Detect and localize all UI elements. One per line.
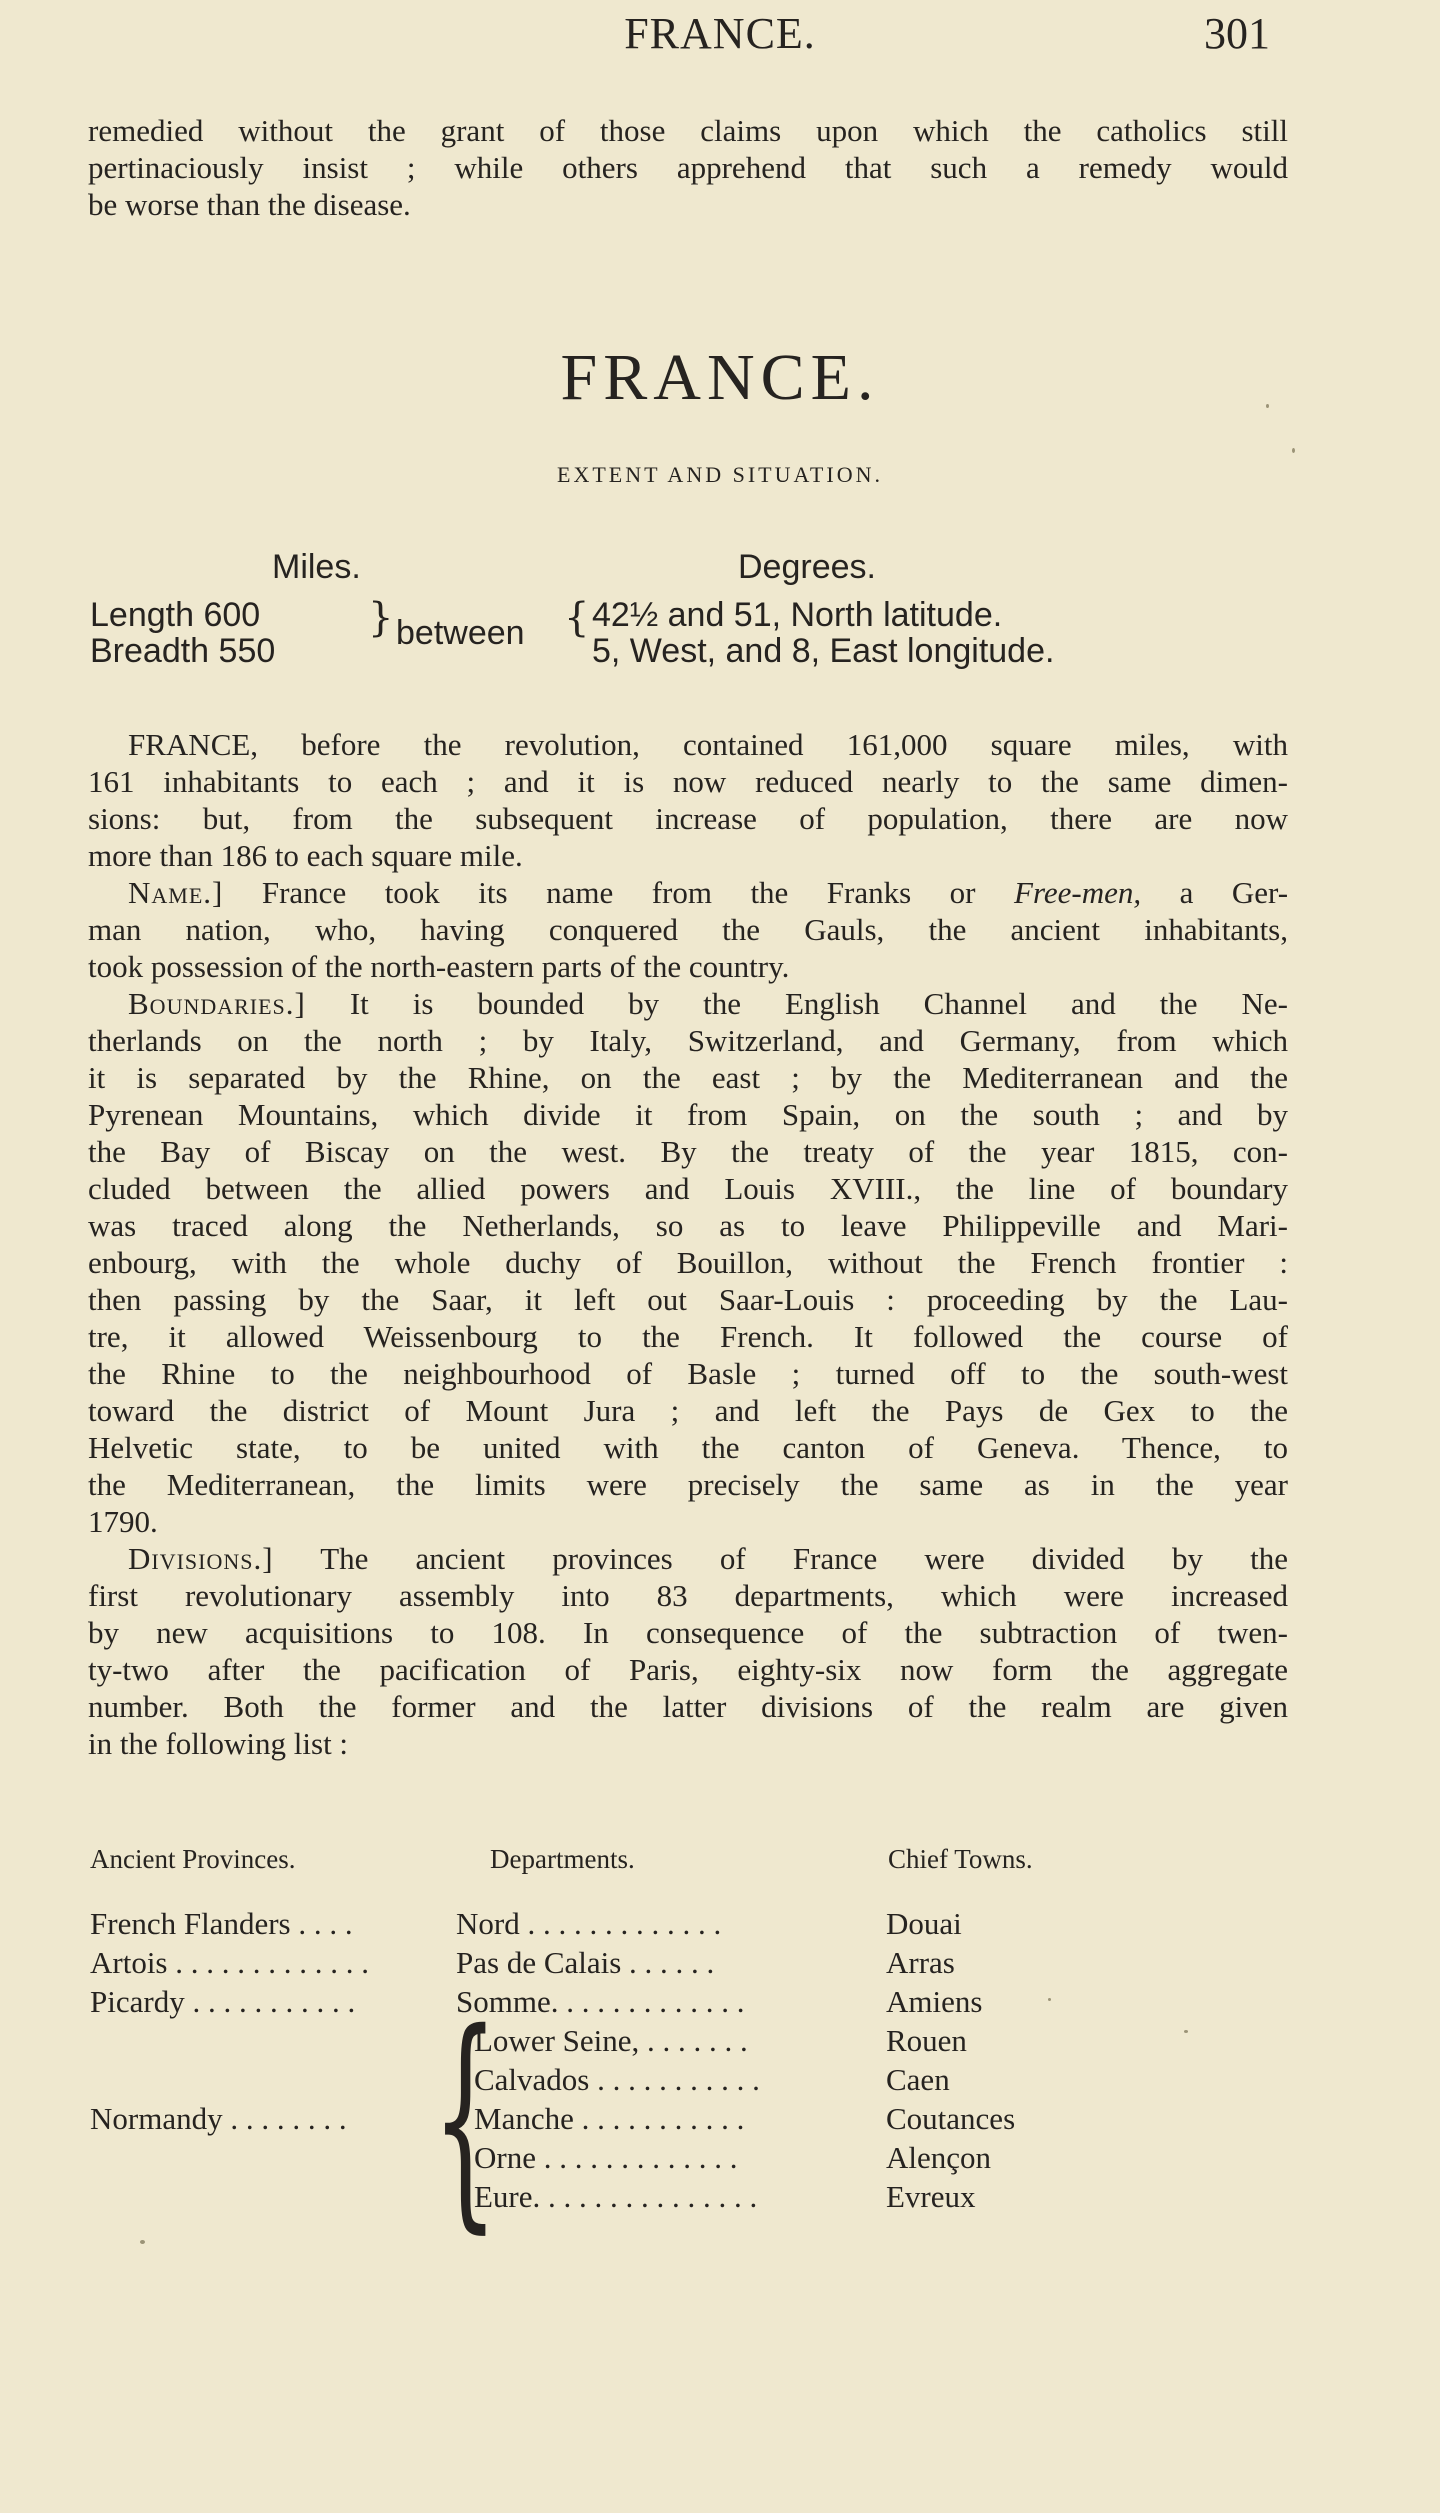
section-subtitle: EXTENT AND SITUATION.: [557, 462, 883, 487]
department-cell: Nord . . . . . . . . . . . . .: [456, 1906, 722, 1941]
text-line: 161 inhabitants to each ; and it is now reduced nearly to the same dimen-: [88, 764, 1288, 799]
text-line: therlands on the north ; by Italy, Switzerland, and Germany, from which: [88, 1023, 1288, 1058]
page-number: 301: [1204, 9, 1270, 58]
col-header-departments: Departments.: [490, 1844, 635, 1874]
divisions-section-line: [88, 1540, 1288, 1577]
running-title: FRANCE.: [624, 9, 816, 58]
col-header-provinces: Ancient Provinces.: [90, 1844, 296, 1874]
town-cell: Evreux: [886, 2179, 976, 2214]
province-cell: Picardy . . . . . . . . . . .: [90, 1984, 356, 2019]
town-cell: Amiens: [886, 1984, 983, 2019]
brace-left: }: [368, 595, 394, 641]
italic-term: Free-men,: [1014, 875, 1142, 910]
intro-paragraph: [88, 112, 1288, 223]
text-line: more than 186 to each square mile.: [88, 838, 523, 873]
body-text: [88, 726, 1288, 1762]
text-line: the Mediterranean, the limits were precisely the same as in the year: [88, 1467, 1288, 1502]
col-header-towns: Chief Towns.: [888, 1844, 1033, 1874]
name-section-line: [88, 874, 1288, 911]
paper-speck: [1292, 448, 1295, 453]
text-line: enbourg, with the whole duchy of Bouillon, without the French frontier :: [88, 1245, 1288, 1280]
text-line: be worse than the disease.: [88, 187, 411, 222]
text-line: tre, it allowed Weissenbourg to the French. It followed the course of: [88, 1319, 1288, 1354]
length-label: Length 600: [90, 596, 261, 634]
text-fragment: It is bounded by the English Channel and the Ne-: [349, 986, 1288, 1021]
text-line: it is separated by the Rhine, on the east ; by the Mediterranean and the: [88, 1060, 1288, 1095]
text-line: remedied without the grant of those claims upon which the catholics still: [88, 113, 1288, 148]
paper-speck: [1266, 404, 1269, 408]
text-line: the Bay of Biscay on the west. By the treaty of the year 1815, con-: [88, 1134, 1288, 1169]
text-line: number. Both the former and the latter divisions of the realm are given: [88, 1689, 1288, 1724]
text-fragment: France took its name from the Franks or: [261, 875, 976, 910]
text-line: pertinaciously insist ; while others apprehend that such a remedy would: [88, 150, 1288, 185]
text-line: ty-two after the pacification of Paris, eighty-six now form the aggregate: [88, 1652, 1288, 1687]
department-cell: Calvados . . . . . . . . . . .: [474, 2062, 760, 2097]
text-line: Pyrenean Mountains, which divide it from Spain, on the south ; and by: [88, 1097, 1288, 1132]
divisions-heading: Divisions.]: [128, 1541, 274, 1576]
province-cell: French Flanders . . . .: [90, 1906, 353, 1941]
town-cell: Douai: [886, 1906, 962, 1941]
department-cell: Pas de Calais . . . . . .: [456, 1945, 715, 1980]
text-line: first revolutionary assembly into 83 departments, which were increased: [88, 1578, 1288, 1613]
town-cell: Arras: [886, 1945, 955, 1980]
text-fragment: The ancient provinces of France were divided by the: [320, 1541, 1288, 1576]
between-label: between: [396, 614, 525, 652]
department-cell: Manche . . . . . . . . . . .: [474, 2101, 745, 2136]
text-line: in the following list :: [88, 1726, 349, 1761]
text-line: the Rhine to the neighbourhood of Basle ; turned off to the south-west: [88, 1356, 1288, 1391]
department-cell: Lower Seine, . . . . . . .: [474, 2023, 748, 2058]
text-fragment: a Ger-: [1179, 875, 1289, 910]
degrees-header: Degrees.: [738, 548, 876, 586]
town-cell: Caen: [886, 2062, 950, 2097]
text-line: Helvetic state, to be united with the canton of Geneva. Thence, to: [88, 1430, 1288, 1465]
boundaries-section-line: [88, 985, 1288, 1022]
text-line: cluded between the allied powers and Louis XVIII., the line of boundary: [88, 1171, 1288, 1206]
department-cell: Orne . . . . . . . . . . . . .: [474, 2140, 738, 2175]
brace-right: {: [564, 595, 590, 641]
section-title: FRANCE.: [560, 341, 880, 414]
department-cell: Eure. . . . . . . . . . . . . . .: [474, 2179, 758, 2214]
paper-speck: [140, 2240, 145, 2244]
text-line: sions: but, from the subsequent increase of population, there are now: [88, 801, 1288, 836]
normandy-brace: {: [432, 1983, 499, 2253]
text-line: then passing by the Saar, it left out Saar-Louis : proceeding by the Lau-: [88, 1282, 1288, 1317]
text-line: 1790.: [88, 1504, 158, 1539]
name-heading: Name.]: [128, 875, 224, 910]
province-cell: Artois . . . . . . . . . . . . .: [90, 1945, 369, 1980]
paper-speck: [1048, 1998, 1051, 2001]
text-line: took possession of the north-eastern parts of the country.: [88, 949, 790, 984]
town-cell: Coutances: [886, 2101, 1016, 2136]
longitude-line: 5, West, and 8, East longitude.: [592, 632, 1055, 670]
text-line: man nation, who, having conquered the Gauls, the ancient inhabitants,: [88, 912, 1288, 947]
department-cell: Somme. . . . . . . . . . . . .: [456, 1984, 745, 2019]
latitude-line: 42½ and 51, North latitude.: [592, 596, 1003, 634]
town-cell: Rouen: [886, 2023, 967, 2058]
breadth-label: Breadth 550: [90, 632, 276, 670]
town-cell: Alençon: [886, 2140, 992, 2175]
paper-speck: [1184, 2030, 1188, 2033]
boundaries-heading: Boundaries.]: [128, 986, 306, 1021]
text-line: was traced along the Netherlands, so as to leave Philippeville and Mari-: [88, 1208, 1288, 1243]
text-line: by new acquisitions to 108. In consequence of the subtraction of twen-: [88, 1615, 1288, 1650]
text-line: FRANCE, before the revolution, contained 161,000 square miles, with: [128, 727, 1288, 762]
miles-header: Miles.: [272, 548, 361, 586]
province-cell: Normandy . . . . . . . .: [90, 2101, 347, 2136]
text-line: toward the district of Mount Jura ; and left the Pays de Gex to the: [88, 1393, 1288, 1428]
